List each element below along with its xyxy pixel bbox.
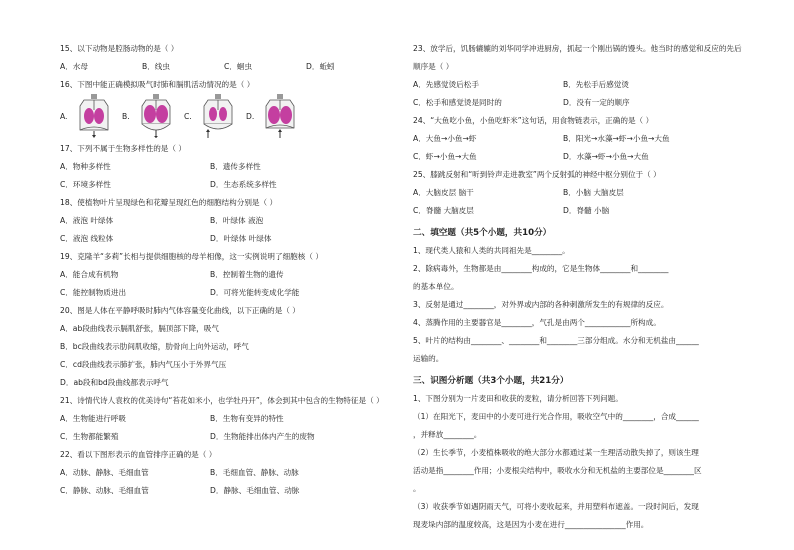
analysis-q1-part2-line3: 。: [413, 484, 421, 493]
analysis-q1-part2-line2: 活动是指________作用；小麦根尖结构中，吸收水分和无机盐的主要部位是________区: [413, 466, 702, 475]
analysis-q1-part2-line1: （2）生长季节，小麦植株吸收的绝大部分水都通过某一生理活动散失掉了，则该生理: [413, 448, 699, 457]
q25-option-c: C．脊髓 大脑皮层: [413, 206, 474, 215]
q24-options-row1: [413, 130, 743, 148]
q24-option-d: D．水藻→虾→小鱼→大鱼: [563, 152, 649, 161]
q23-option-b: B．先松手后感觉烫: [563, 80, 629, 89]
q24-option-b: B．阳光→水藻→虾→小鱼→大鱼: [563, 134, 670, 143]
q25-stem: 25、膝跳反射和“听到铃声走进教室”两个反射弧的神经中枢分别位于（ ）: [413, 170, 661, 179]
fig-c-label: C.: [184, 112, 192, 121]
section-3-heading: 三、识图分析题（共3个小题，共21分）: [413, 376, 569, 386]
q21-option-c: C．生物都能繁殖: [60, 432, 119, 441]
analysis-q1-part3-line1: （3）收获季节如遇阴雨天气，可将小麦收起来，并用塑料布遮盖。一段时间后，发现: [413, 502, 699, 511]
fill-q2-line2: 的基本单位。: [413, 282, 459, 291]
q15-option-a: A．水母: [60, 62, 88, 71]
q17-options-row1: [60, 158, 390, 176]
q25-option-b: B．小脑 大脑皮层: [563, 188, 624, 197]
fill-q2-line1: 2、除病毒外，生物都是由________构成的，它是生物体________和________: [413, 264, 669, 273]
q25-options-row2: [413, 202, 743, 220]
q23-options-row2: [413, 94, 743, 112]
q20-stem: 20、图是人体在平静呼吸时肺内气体容量变化曲线，以下正确的是（ ）: [60, 306, 300, 315]
q20-option-b: B．bc段曲线表示肋间肌收缩，肋骨向上向外运动，呼气: [60, 342, 249, 351]
q18-option-b: B．叶绿体 液泡: [210, 216, 264, 225]
q22-options-row2: [60, 482, 390, 500]
fill-q5-line1: 5、叶片的结构由________、________和________三部分组成。水分和无机盐由______: [413, 336, 699, 345]
lung-model-d-figure: [258, 94, 302, 138]
q25-option-d: D．脊髓 小脑: [563, 206, 610, 215]
left-column: [60, 40, 390, 500]
q18-options-row1: [60, 212, 390, 230]
q15-stem: 15、以下动物是腔肠动物的是（ ）: [60, 44, 179, 53]
q22-options-row1: [60, 464, 390, 482]
q24-options-row2: [413, 148, 743, 166]
q20-option-a: A．ab段曲线表示膈肌舒张，膈顶部下降，吸气: [60, 324, 219, 333]
q17-option-c: C．环境多样性: [60, 180, 111, 189]
q17-stem: 17、下列不属于生物多样性的是（ ）: [60, 144, 186, 153]
q18-option-a: A．液泡 叶绿体: [60, 216, 114, 225]
q22-option-b: B．毛细血管、静脉、动脉: [210, 468, 299, 477]
q23-options-row1: [413, 76, 743, 94]
lung-model-a-figure: [72, 94, 116, 138]
q24-stem: 24、“大鱼吃小鱼，小鱼吃虾米”这句话，用食物链表示，正确的是（ ）: [413, 116, 654, 125]
q23-option-a: A．先感觉烫后松手: [413, 80, 479, 89]
right-column: [413, 40, 743, 534]
q20-option-c: C．cd段曲线表示肺扩张，肺内气压小于外界气压: [60, 360, 227, 369]
q22-stem: 22、看以下图形表示的血管排序正确的是（ ）: [60, 450, 217, 459]
fill-q1: 1、现代类人猿和人类的共同祖先是________。: [413, 246, 570, 255]
q21-options-row1: [60, 410, 390, 428]
q15-option-d: D．蚯蚓: [306, 62, 335, 71]
analysis-q1-part3-line2: 现麦垛内部的温度较高，这是因为小麦在进行________________作用。: [413, 520, 649, 529]
q18-options-row2: [60, 230, 390, 248]
analysis-q1-stem: 1、下图分别为一片麦田和收获的麦粒，请分析回答下列问题。: [413, 394, 623, 403]
lung-model-c-figure: [196, 94, 240, 138]
q22-option-a: A．动脉、静脉、毛细血管: [60, 468, 149, 477]
q18-option-c: C．液泡 线粒体: [60, 234, 114, 243]
fill-q5-line2: 运输的。: [413, 354, 444, 363]
q19-option-b: B．控制着生物的遗传: [210, 270, 284, 279]
q19-options-row2: [60, 284, 390, 302]
q20-option-d: D．ab段和bd段曲线都表示呼气: [60, 378, 169, 387]
q17-options-row2: [60, 176, 390, 194]
fig-a-label: A.: [60, 112, 68, 121]
q18-stem: 18、使植物叶片呈现绿色和花瓣呈现红色的细胞结构分别是（ ）: [60, 198, 278, 207]
q23-option-d: D．没有一定的顺序: [563, 98, 630, 107]
q16-stem: 16、下图中能正确模拟吸气时肺和膈肌活动情况的是（ ）: [60, 80, 255, 89]
q15-option-c: C．蛔虫: [224, 62, 253, 71]
q15-option-b: B．线虫: [142, 62, 170, 71]
q16-figures: [60, 94, 390, 140]
q17-option-d: D．生态系统多样性: [210, 180, 277, 189]
fill-q3: 3、反射是通过________，对外界或内部的各种刺激所发生的有规律的反应。: [413, 300, 669, 309]
q15-options: [60, 58, 390, 76]
fill-q4: 4、蒸腾作用的主要器官是________，气孔是由两个____________所构成。: [413, 318, 661, 327]
q23-option-c: C．松手和感觉烫是同时的: [413, 98, 502, 107]
q21-option-d: D．生物能排出体内产生的废物: [210, 432, 315, 441]
q23-stem: 23、放学后，饥肠辘辘的刘华同学冲进厨房，抓起一个刚出锅的馒头。他当时的感觉和反应的先后顺序是（ ）: [413, 44, 742, 71]
section-2-heading: 二、填空题（共5个小题，共10分）: [413, 228, 552, 238]
q21-options-row2: [60, 428, 390, 446]
q19-option-a: A．能合成有机物: [60, 270, 119, 279]
q21-option-b: B．生物有变异的特性: [210, 414, 284, 423]
q17-option-b: B．遗传多样性: [210, 162, 261, 171]
q18-option-d: D．叶绿体 叶绿体: [210, 234, 272, 243]
q24-option-c: C．虾→小鱼→大鱼: [413, 152, 477, 161]
fig-b-label: B.: [122, 112, 130, 121]
q25-options-row1: [413, 184, 743, 202]
q19-option-d: D．可将光能转变成化学能: [210, 288, 300, 297]
q19-option-c: C．能控制物质进出: [60, 288, 127, 297]
analysis-q1-part1-line2: ，并释放________。: [413, 430, 482, 439]
q22-option-c: C．静脉、动脉、毛细血管: [60, 486, 149, 495]
analysis-q1-part1-line1: （1）在阳光下，麦田中的小麦可进行光合作用，吸收空气中的________，合成______: [413, 412, 699, 421]
q22-option-d: D．静脉、毛细血管、动脉: [210, 486, 300, 495]
fig-d-label: D.: [246, 112, 255, 121]
q25-option-a: A．大脑皮层 脑干: [413, 188, 474, 197]
lung-model-b-figure: [134, 94, 178, 138]
q19-options-row1: [60, 266, 390, 284]
q21-stem: 21、诗情代诗人袁枚的优美诗句“苔花如米小，也学牡丹开”，体会到其中包含的生物特征是（ ）: [60, 396, 384, 405]
q19-stem: 19、克隆羊“多莉”长相与提供细胞核的母羊相像，这一实例说明了细胞核（ ）: [60, 252, 323, 261]
q24-option-a: A．大鱼→小鱼→虾: [413, 134, 477, 143]
q21-option-a: A．生物能进行呼吸: [60, 414, 126, 423]
q17-option-a: A．物种多样性: [60, 162, 111, 171]
